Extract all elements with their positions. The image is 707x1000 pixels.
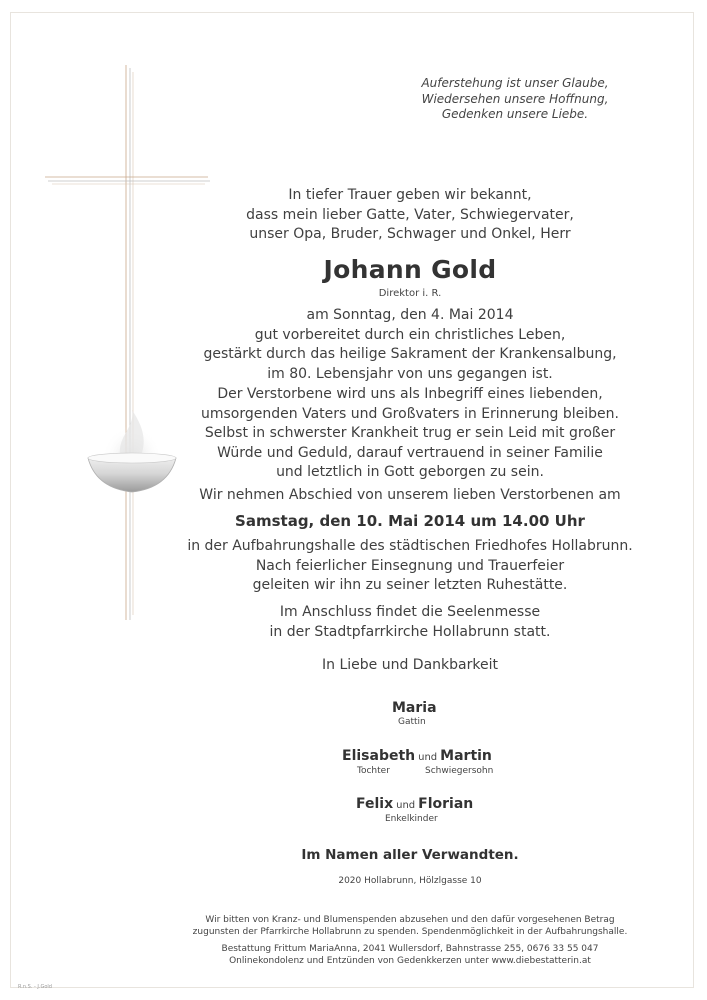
location-line: geleiten wir ihn zu seiner letzten Ruhestätte. [252, 577, 568, 593]
family-maria: Maria [392, 700, 437, 716]
family-felix-florian [356, 796, 473, 812]
motto-line: Auferstehung ist unser Glaube, [421, 76, 609, 90]
undertaker-info [120, 944, 700, 967]
request-line: Wir bitten von Kranz- und Blumenspenden abzusehen und den dafür vorgesehenen Betrag [205, 915, 615, 925]
intro-paragraph [120, 186, 700, 245]
tribute-line: Selbst in schwerster Krankheit trug er sein Leid mit großer [204, 425, 616, 441]
request-line: zugunsten der Pfarrkirche Hollabrunn zu spenden. Spendenmöglichkeit in der Aufbahrungshalle. [192, 926, 628, 937]
death-line: am Sonntag, den 4. Mai 2014 [306, 307, 514, 323]
und-connector: und [396, 800, 416, 811]
location-paragraph [120, 537, 700, 596]
intro-line: dass mein lieber Gatte, Vater, Schwiegervater, [246, 206, 574, 223]
undertaker-line: Bestattung Frittum MariaAnna, 2041 Wullersdorf, Bahnstrasse 255, 0676 33 55 047 [221, 944, 599, 954]
undertaker-line: Onlinekondolenz und Entzünden von Gedenkkerzen unter www.diebestatterin.at [229, 955, 591, 966]
und-connector: und [418, 752, 438, 763]
donation-request [120, 915, 700, 938]
family-martin: Martin [440, 748, 492, 764]
family-elisabeth: Elisabeth [342, 748, 416, 764]
role-schwiegersohn: Schwiegersohn [425, 766, 494, 776]
mass-line: in der Stadtpfarrkirche Hollabrunn statt. [269, 623, 551, 640]
family-elisabeth-martin [342, 748, 492, 764]
signature-line: Im Namen aller Verwandten. [301, 847, 519, 863]
location-line: Nach feierlicher Einsegnung und Trauerfeier [255, 557, 565, 574]
role-tochter: Tochter [357, 766, 390, 776]
motto-line: Wiedersehen unsere Hoffnung, [421, 91, 609, 106]
family-florian: Florian [418, 796, 474, 812]
deceased-title: Direktor i. R. [378, 288, 442, 299]
death-paragraph [120, 306, 700, 384]
death-line: gestärkt durch das heilige Sakrament der Krankensalbung, [203, 346, 617, 362]
mass-paragraph [120, 603, 700, 642]
tribute-line: Würde und Geduld, darauf vertrauend in seiner Familie [217, 444, 603, 461]
funeral-date: Samstag, den 10. Mai 2014 um 14.00 Uhr [235, 512, 585, 530]
mass-line: Im Anschluss findet die Seelenmesse [279, 604, 541, 620]
intro-line: In tiefer Trauer geben wir bekannt, [288, 187, 532, 203]
intro-line: unser Opa, Bruder, Schwager und Onkel, Herr [249, 226, 571, 242]
deceased-name: Johann Gold [323, 255, 497, 284]
motto [380, 76, 650, 123]
tribute-line: umsorgenden Vaters und Großvaters in Erinnerung bleiben. [201, 405, 619, 422]
role-gattin: Gattin [398, 717, 426, 727]
tribute-line: und letztlich in Gott geborgen zu sein. [276, 464, 544, 480]
tribute-line: Der Verstorbene wird uns als Inbegriff eines liebenden, [217, 386, 603, 402]
address-line: 2020 Hollabrunn, Hölzlgasse 10 [338, 876, 482, 886]
death-line: gut vorbereitet durch ein christliches Leben, [254, 326, 566, 343]
print-code: R.n.S. - J.Gold [18, 984, 52, 990]
location-line: in der Aufbahrungshalle des städtischen Friedhofes Hollabrunn. [187, 538, 633, 554]
tribute-paragraph [120, 385, 700, 483]
role-enkelkinder: Enkelkinder [385, 814, 438, 824]
closing-line: In Liebe und Dankbarkeit [322, 657, 498, 673]
motto-line: Gedenken unsere Liebe. [441, 107, 589, 121]
farewell-line: Wir nehmen Abschied von unserem lieben Verstorbenen am [199, 487, 621, 503]
family-felix: Felix [356, 796, 394, 812]
death-line: im 80. Lebensjahr von uns gegangen ist. [267, 365, 553, 382]
